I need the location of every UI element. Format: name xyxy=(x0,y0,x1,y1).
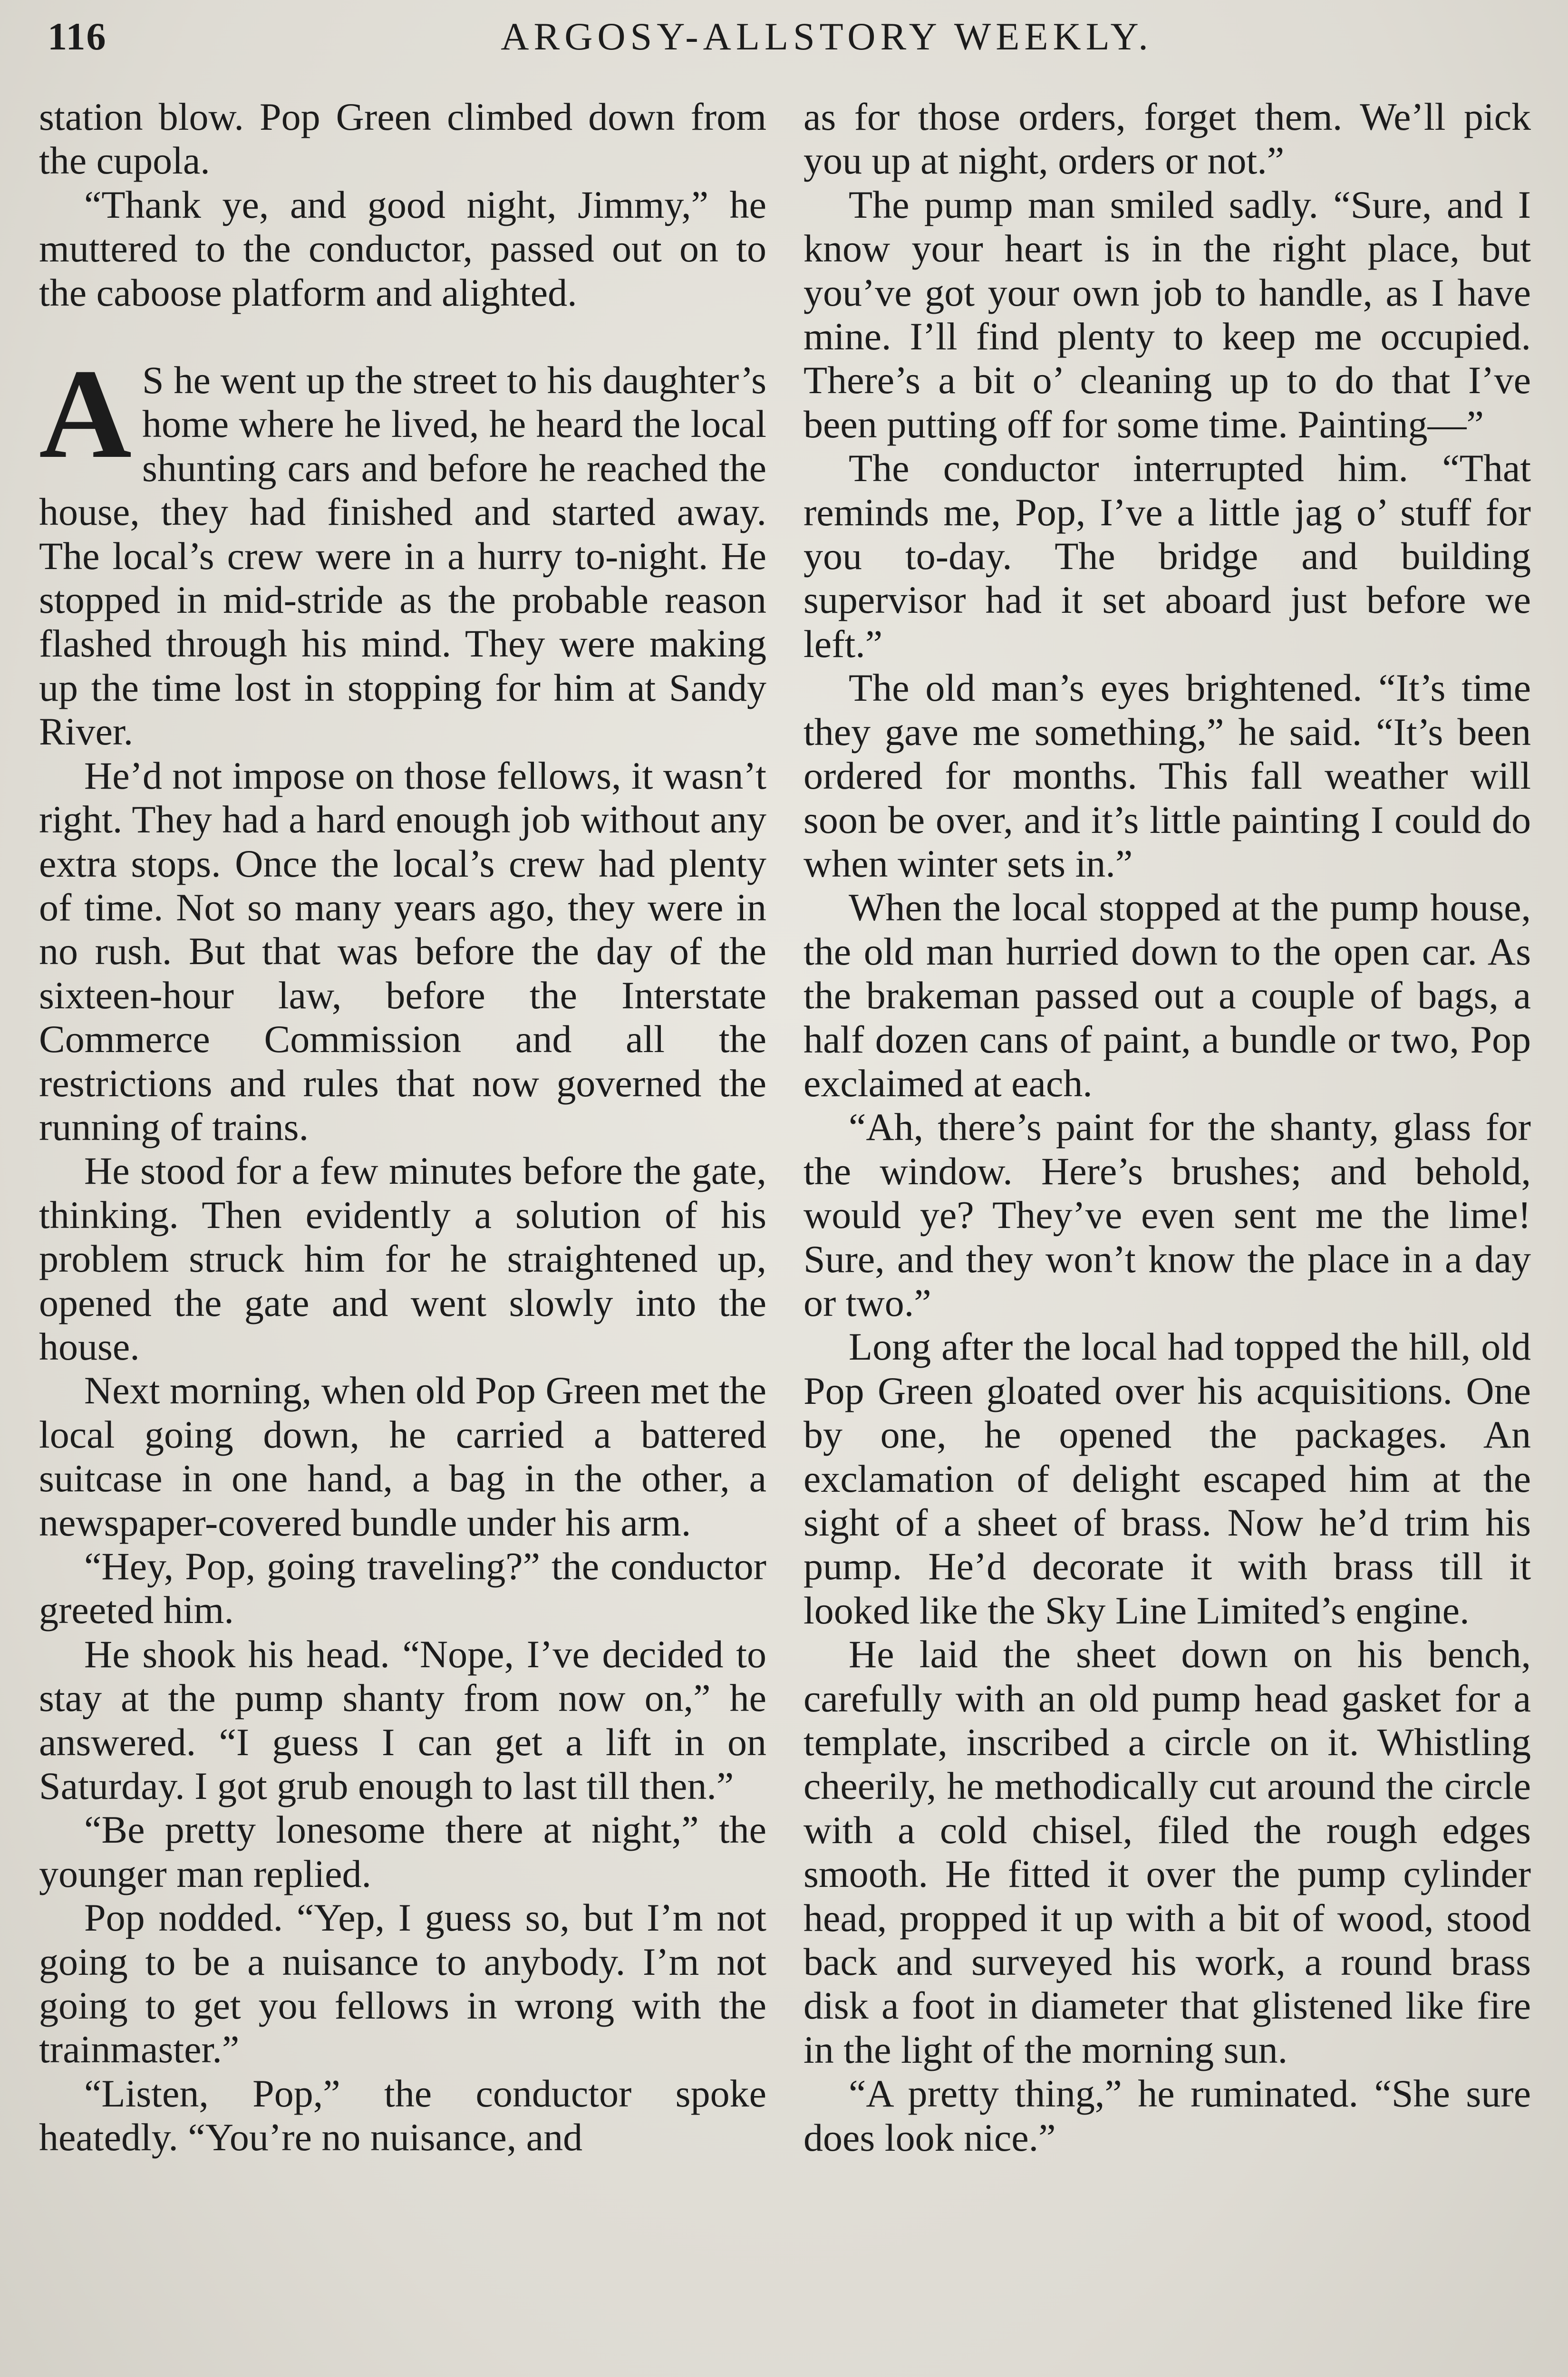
paragraph: “Listen, Pop,” the conductor spoke heatedly. “You’re no nuisance, and xyxy=(39,2071,766,2159)
paragraph: “A pretty thing,” he ruminated. “She sure does look nice.” xyxy=(803,2072,1531,2159)
paragraph: “Be pretty lonesome there at night,” the younger man replied. xyxy=(39,1808,766,1895)
paragraph-text: S he went up the street to his daughter’s home where he lived, he heard the local shunting cars and before he reached the house, they had finished and started away. The local’s crew were in a hurry to-night. He stopped in mid-stride as the probable reason flashed through his mind. They were making up the time lost in stopping for him at Sandy River. xyxy=(39,358,766,754)
paragraph: Long after the local had topped the hill, old Pop Green gloated over his acquisitions. One by one, he opened the packages. An exclamation of delight escaped him at the sight of a sheet of brass. Now he’d trim his pump. He’d decorate it with brass till it looked like the Sky Line Limited’s engine. xyxy=(803,1325,1531,1632)
running-head: ARGOSY-ALLSTORY WEEKLY. xyxy=(501,15,1153,58)
page-header xyxy=(38,14,1530,76)
paragraph: “Hey, Pop, going traveling?” the conductor greeted him. xyxy=(39,1545,766,1632)
paragraph: station blow. Pop Green climbed down from the cupola. xyxy=(39,95,766,183)
paragraph: When the local stopped at the pump house, the old man hurried down to the open car. As the brakeman passed out a couple of bags, a half dozen cans of paint, a bundle or two, Pop exclaimed at each. xyxy=(803,886,1531,1105)
left-column xyxy=(39,95,766,2160)
paragraph: He laid the sheet down on his bench, carefully with an old pump head gasket for a template, inscribed a circle on it. Whistling cheerily, he methodically cut around the circle with a cold chisel, filed the rough edges smooth. He fitted it over the pump cylinder head, propped it up with a bit of wood, stood back and surveyed his work, a round brass disk a foot in diameter that glistened like fire in the light of the morning sun. xyxy=(803,1633,1531,2071)
page-number: 116 xyxy=(48,15,107,58)
paragraph: The pump man smiled sadly. “Sure, and I know your heart is in the right place, but you’ve got your own job to handle, as I have mine. I’ll find plenty to keep me occupied. There’s a bit o’ cleaning up to do that I’ve been putting off for some time. Painting—” xyxy=(803,183,1531,446)
paragraph: He stood for a few minutes before the gate, thinking. Then evidently a solution of his problem struck him for he straightened up, opened the gate and went slowly into the house. xyxy=(39,1149,766,1368)
paragraph: Pop nodded. “Yep, I guess so, but I’m not going to be a nuisance to anybody. I’m not going to get you fellows in wrong with the trainmaster.” xyxy=(39,1896,766,2071)
paragraph: as for those orders, forget them. We’ll pick you up at night, orders or not.” xyxy=(803,95,1531,183)
paragraph: Next morning, when old Pop Green met the local going down, he carried a battered suitcase in one hand, a bag in the other, a newspaper-covered bundle under his arm. xyxy=(39,1369,766,1544)
paragraph: He’d not impose on those fellows, it wasn’t right. They had a hard enough job without any extra stops. Once the local’s crew had plenty of time. Not so many years ago, they were in no rush. But that was before the day of the sixteen-hour law, before the Interstate Commerce Commission and all the restrictions and rules that now governed the running of trains. xyxy=(39,754,766,1149)
paragraph: “Ah, there’s paint for the shanty, glass for the window. Here’s brushes; and behold, would ye? They’ve even sent me the lime! Sure, and they won’t know the place in a day or two.” xyxy=(803,1105,1531,1324)
paragraph: “Thank ye, and good night, Jimmy,” he muttered to the conductor, passed out on to the caboose platform and alighted. xyxy=(39,183,766,314)
paragraph: He shook his head. “Nope, I’ve decided to stay at the pump shanty from now on,” he answered. “I guess I can get a lift in on Saturday. I got grub enough to last till then.” xyxy=(39,1632,766,1808)
paragraph: The old man’s eyes brightened. “It’s time they gave me something,” he said. “It’s been ordered for months. This fall weather will soon be over, and it’s little painting I could do when winter sets in.” xyxy=(803,666,1531,885)
drop-cap: A xyxy=(39,343,132,485)
right-column xyxy=(803,95,1531,2160)
paragraph xyxy=(39,343,766,754)
paragraph: The conductor interrupted him. “That reminds me, Pop, I’ve a little jag o’ stuff for you to-day. The bridge and building supervisor had it set aboard just before we left.” xyxy=(803,446,1531,666)
section-break xyxy=(39,315,766,358)
